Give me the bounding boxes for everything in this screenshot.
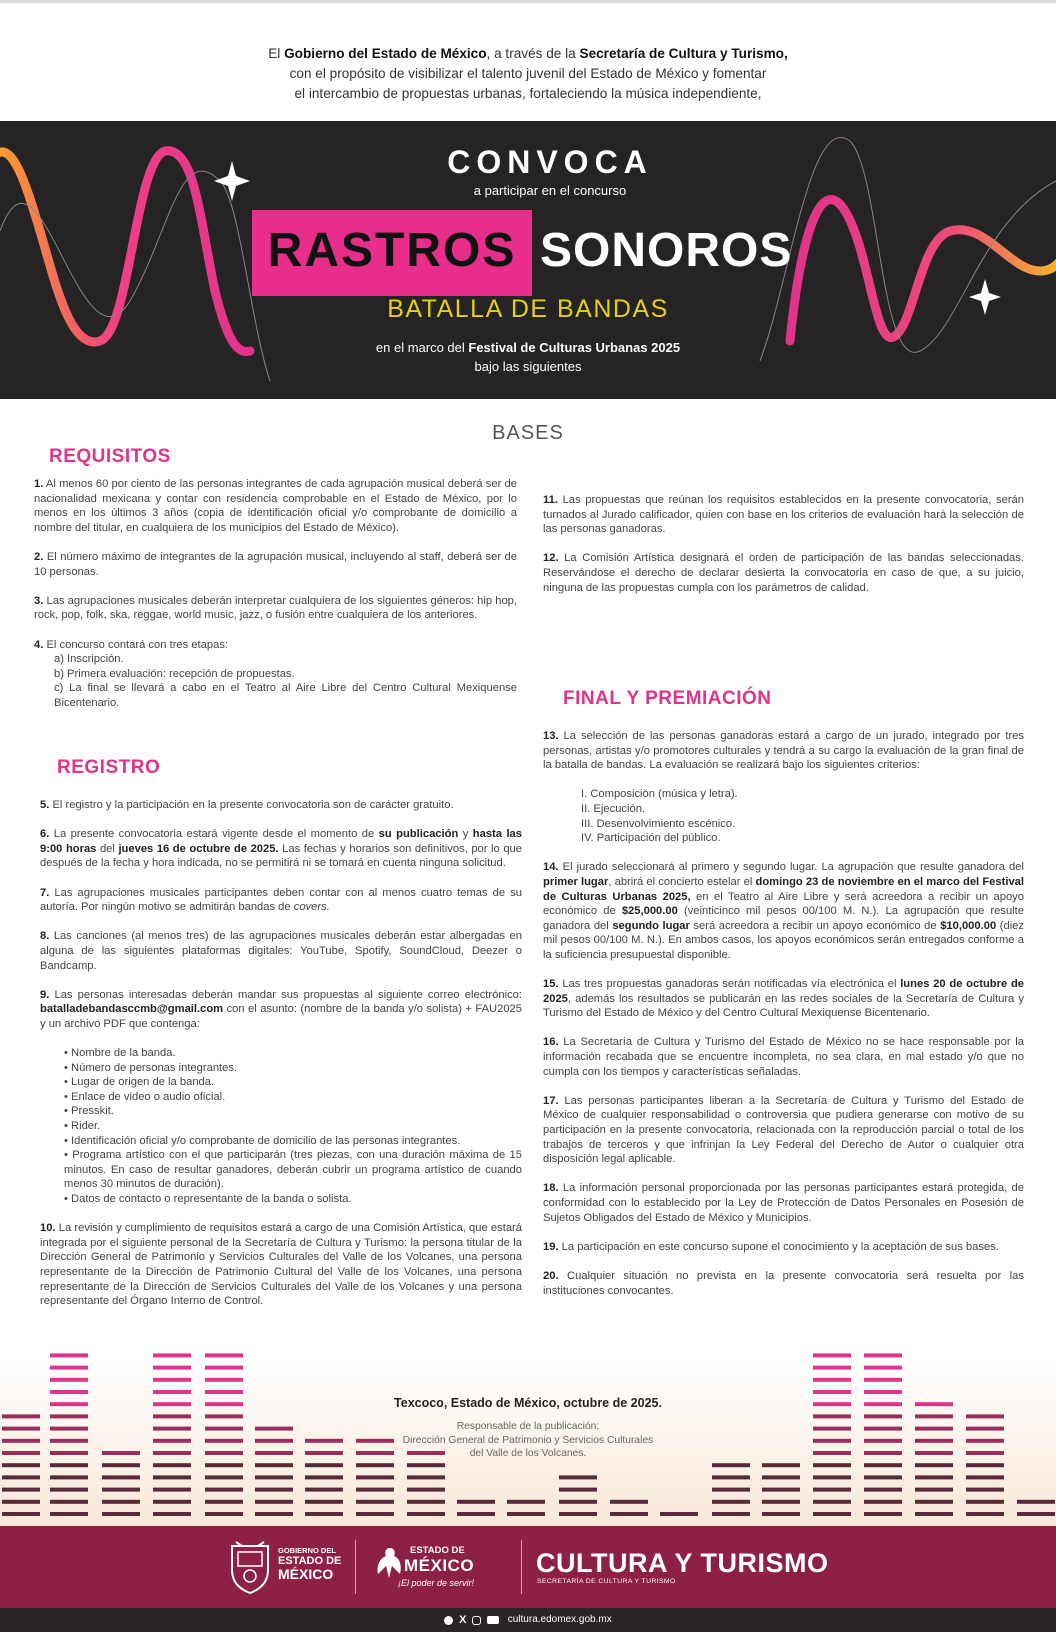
bases-11-12 [543, 493, 1024, 610]
base-16: 16. La Secretaría de Cultura y Turismo del Estado de México no se hace responsable por la información recabada que se encuentre incompleta, no sea clara, en mal estado y/o que no cumpla con los tiempos y características señaladas. [543, 1036, 1024, 1078]
base-2: 2. El número máximo de integrantes de la agrupación musical, incluyendo al staff, deberá ser de 10 personas. [34, 550, 517, 578]
base-15: 15. Las tres propuestas ganadoras serán notificadas vía electrónica el lunes 20 de octubre de 2025, además los resultados se publicarán en las redes sociales de la Secretaría de Cultura y Turismo del Estado de México y del Centro Cultural Mexiquense Bicentenario. [543, 978, 1025, 1020]
list-item: • Datos de contacto o representante de la banda o solista. [64, 1193, 352, 1206]
divider [521, 1540, 522, 1594]
divider [355, 1540, 356, 1594]
youtube-icon[interactable] [487, 1616, 499, 1624]
footer-logos: GOBIERNO DEL ESTADO DE MÉXICO ESTADO DE MÉXICO ¡El poder de servir! CULTURA Y TURISMO SECRETARÍA DE CULTURA Y TURISMO [0, 1526, 1056, 1608]
base-11: 11. Las propuestas que reúnan los requisitos establecidos en la presente convocatoria, serán turnados al Jurado calificador, quien con base en los criterios de evaluación hará la selección de las personas ganadoras. [543, 494, 1024, 536]
base-18: 18. La información personal proporcionada por las personas participantes estará protegida, de conformidad con lo establecido por la Ley de Protección de Datos Personales en Posesión de Sujetos Obligados del Estado de México y Municipios. [543, 1182, 1024, 1224]
criteria-list [543, 787, 1024, 845]
list-item: • Rider. [64, 1120, 101, 1133]
title-rastros: RASTROS [267, 224, 517, 277]
x-icon[interactable]: X [459, 1614, 467, 1626]
contest-subtitle: a participar en el concurso [473, 183, 627, 198]
list-item: • Programa artístico con el que participarán (tres piezas, con una duración máxima de 15 minutos. En caso de resultar ganadores, deberán cubrir un programa artístico de cuando menos 30 minutos de duración). [64, 1149, 522, 1191]
criteria-item: III. Desenvolvimiento escénico. [581, 817, 736, 830]
intro-text: El Gobierno del Estado de México, a través de la Secretaría de Cultura y Turismo, con el propósito de visibilizar el talento juvenil del Estado de México y fomentar el intercambio de propuestas urbanas, fortaleciendo la música independiente, [268, 46, 788, 101]
bases-heading: BASES [492, 422, 564, 444]
base-1: 1. Al menos 60 por ciento de las personas integrantes de cada agrupación musical deberá ser de nacionalidad mexicana y contar con residencia comprobable en el Estado de México, por lo menos en los últimos 3 años (copia de identificación oficial y/o comprobante de domicilio a nombre del titular, en cualquiera de los municipios del Estado de México). [34, 478, 517, 534]
hero-banner [0, 121, 1056, 399]
batalla-subtitle: BATALLA DE BANDAS [387, 295, 669, 323]
final-list [543, 729, 1024, 1313]
base-7: 7. Las agrupaciones musicales participantes deben contar con al menos cuatro temas de su autoría. Por ningún motivo se admitirán bandas de covers. [40, 886, 522, 914]
base-10: 10. La revisión y cumplimiento de requisitos estará a cargo de una Comisión Artística, que estará integrada por el siguiente personal de la Secretaría de Cultura y Turismo: la persona titular de la Dirección General de Patrimonio y Servicios Culturales del Valle de los Volcanes, una persona representante de la Dirección de Patrimonio Cultural del Valle de los Volcanes, una persona representante de la Dirección de Servicios Culturales del Valle de los Volcanes y una persona representante del Órgano Interno de Control. [40, 1222, 522, 1308]
base-9: 9. Las personas interesadas deberán mandar sus propuestas al siguiente correo electrónico: batalladebandasccmb@gmail.com con el asunto: (nombre de la banda y/o solista) + FAU2025 y un archivo PDF que contenga: [40, 988, 522, 1030]
website-url[interactable]: cultura.edomex.gob.mx [507, 1614, 612, 1625]
base-3: 3. Las agrupaciones musicales deberán interpretar cualquiera de los siguientes géneros: hip hop, rock, pop, folk, ska, reggae, world music, jazz, o fusión entre cualquiera de los anteriores. [34, 594, 517, 622]
section-registro: REGISTRO [57, 757, 161, 778]
base-12: 12. La Comisión Artística designará el orden de participación de las bandas seleccionadas. Reservándose el derecho de declarar desierta la convocatoria en caso de que, a su juicio, ninguna de las propuestas cumpla con los parámetros de calidad. [543, 552, 1024, 594]
criteria-item: I. Composición (música y letra). [581, 788, 738, 801]
base-20: 20. Cualquier situación no prevista en la presente convocatoria será resuelta por las instituciones convocantes. [543, 1269, 1024, 1297]
requisitos-list [34, 477, 517, 711]
registro-list [40, 798, 522, 1323]
criteria-item: IV. Participación del público. [581, 832, 721, 845]
base-4: 4. El concurso contará con tres etapas: a) Inscripción. b) Primera evaluación: recepción de propuestas. c) La final se llevará a cabo en el Teatro al Aire Libre del Centro Cultural Mexiquense Bicentenario. [34, 638, 517, 709]
convoca-title: CONVOCA [447, 144, 653, 180]
section-requisitos: REQUISITOS [49, 446, 171, 467]
cultura-turismo-logo: CULTURA Y TURISMO [536, 1548, 829, 1578]
top-rule [0, 0, 1056, 3]
base-19: 19. La participación en este concurso supone el conocimiento y la aceptación de sus bases. [543, 1240, 999, 1253]
coat-of-arms-icon [228, 1540, 272, 1594]
base-8: 8. Las canciones (al menos tres) de las agrupaciones musicales deberán estar albergadas en alguna de las siguientes plataformas digitales: YouTube, Spotify, SoundCloud, Deezer o Bandcamp. [40, 930, 522, 972]
list-item: • Enlace de video o audio oficial. [64, 1090, 226, 1103]
facebook-icon[interactable] [444, 1616, 453, 1625]
gob-logo-text: GOBIERNO DEL [278, 1546, 336, 1555]
list-item: • Identificación oficial y/o comprobante de domicilio de las personas integrantes. [64, 1134, 461, 1147]
list-item: • Número de personas integrantes. [64, 1061, 238, 1074]
publication-responsible: Responsable de la publicación: Dirección General de Patrimonio y Servicios Culturales del Valle de los Volcanes. [402, 1421, 654, 1460]
base-13: 13. La selección de las personas ganadoras estará a cargo de un jurado, integrado por tres personas, artistas y/o promotores culturales y tendrá a su cargo la evaluación de la gran final de la batalla de bandas. La evaluación se realizará bajo los siguientes criterios: [543, 730, 1024, 772]
section-final: FINAL Y PREMIACIÓN [563, 688, 772, 709]
pdf-contents-list [64, 1046, 522, 1207]
instagram-icon[interactable] [472, 1616, 481, 1625]
footer-social-bar [0, 1608, 1056, 1632]
place-date: Texcoco, Estado de México, octubre de 2025. [394, 1396, 662, 1410]
list-item: • Presskit. [64, 1105, 114, 1118]
base-6: 6. La presente convocatoria estará vigente desde el momento de su publicación y hasta las 9:00 horas del jueves 16 de octubre de 2025. Las fechas y horarios son definitivos, por lo que después de la fecha y hora indicada, no se permitirá ni se tomará en cuenta ninguna solicitud. [40, 828, 523, 870]
closing-block [0, 1396, 1056, 1461]
base-14: 14. El jurado seleccionará al primero y segundo lugar. La agrupación que resulte ganadora del primer lugar, abrirá el concierto estelar el domingo 23 de noviembre en el marco del Festival de Culturas Urbanas 2025, en el Teatro al Aire Libre y será acreedora a recibir un apoyo económico de $25,000.00 (veinticinco mil pesos 00/100 M. N.). La agrupación que resulte ganadora del segundo lugar será acreedora a recibir un apoyo económico de $10,000.00 (diez mil pesos 00/100 M. N.). En ambos casos, los apoyos económicos serán entregados conforme a la suficiencia presupuestal disponible. [543, 861, 1025, 961]
title-sonoros: SONOROS [540, 224, 793, 277]
criteria-item: II. Ejecución. [581, 802, 646, 815]
list-item: • Lugar de origen de la banda. [64, 1076, 215, 1089]
base-17: 17. Las personas participantes liberan a la Secretaría de Cultura y Turismo del Estado de México de cualquier responsabilidad o controversia que pudiera generarse con motivo de su participación en la presente convocatoria, relacionada con la reproducción parcial o total de los trabajos de terceros y que infrinjan la Ley Federal del Derecho de Autor o cualquier otra disposición legal aplicable. [543, 1094, 1024, 1166]
base-5: 5. El registro y la participación en la presente convocatoria son de carácter gratuito. [40, 799, 454, 811]
festival-context: en el marco del Festival de Culturas Urbanas 2025 bajo las siguientes [375, 340, 681, 374]
list-item: • Nombre de la banda. [64, 1047, 176, 1060]
